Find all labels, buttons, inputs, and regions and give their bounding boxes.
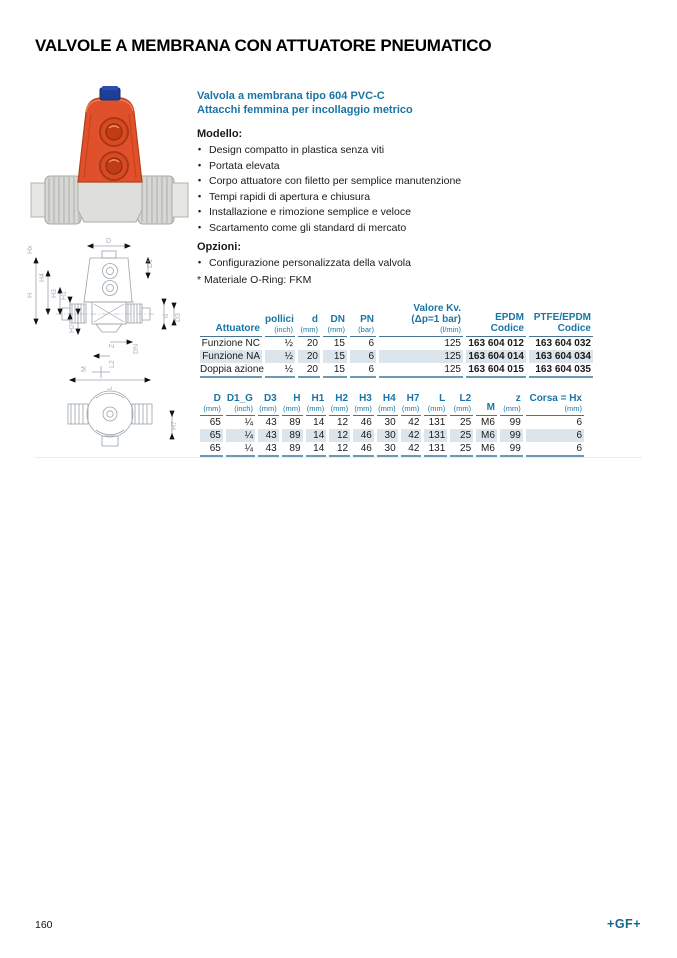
cell-dn: 15 <box>333 337 345 349</box>
cell: 14 <box>306 429 327 442</box>
pipe-right <box>172 183 188 217</box>
col-header-H2: H2 (mm) <box>329 393 350 416</box>
col-header-pollici: pollici (inch) <box>265 303 295 337</box>
model-bullet: • Design compatto in plastica senza viti <box>197 143 587 159</box>
col-header-z: z (mm) <box>500 393 523 416</box>
dim-label-D1: D1 <box>147 259 154 268</box>
air-port-lower <box>100 152 128 180</box>
cell-ptfe-code: 163 604 032 <box>535 337 591 349</box>
product-description <box>197 90 591 457</box>
cell: 65 <box>200 429 223 442</box>
dim-label-H4: H4 <box>39 273 46 282</box>
cell-attuatore: Funzione NC <box>201 337 260 349</box>
cell: 14 <box>306 442 327 457</box>
top-cap <box>100 86 120 100</box>
cell: 12 <box>336 416 349 428</box>
cell: 89 <box>289 416 301 428</box>
cell: 131 <box>424 429 447 442</box>
dim-label-H7: H7 <box>171 421 178 430</box>
model-bullet: • Installazione e rimozione semplice e veloce <box>197 205 587 221</box>
cell: 12 <box>329 429 350 442</box>
col-header-d: d (mm) <box>298 303 320 337</box>
cell: 131 <box>428 416 446 428</box>
cell-pollici: ½ <box>284 337 293 349</box>
col-header-pn: PN (bar) <box>350 303 376 337</box>
cell: 25 <box>450 429 473 442</box>
cell: 25 <box>450 442 473 457</box>
dim-label-H: H <box>27 292 34 298</box>
cell: ¼ <box>226 429 255 442</box>
dim-label-Hx: Hx <box>27 245 34 254</box>
options-bullet: • Configurazione personalizzata della valvola <box>197 256 587 272</box>
cell: 99 <box>500 442 523 457</box>
valve-photo-illustration <box>28 82 192 236</box>
dim-label-D3: D3 <box>175 313 182 322</box>
cell: 89 <box>282 442 303 457</box>
cell: 43 <box>258 429 279 442</box>
cell-d: 20 <box>306 337 318 349</box>
product-heading-line1: Valvola a membrana tipo 604 PVC-C <box>197 90 385 102</box>
table-row <box>200 442 584 457</box>
cell: 46 <box>353 429 374 442</box>
col-header-corsa: Corsa = Hx (mm) <box>526 393 584 416</box>
col-header-D: D (mm) <box>200 393 223 416</box>
air-port-upper <box>100 118 128 146</box>
valve-body <box>78 180 142 222</box>
col-header-M: M <box>476 393 497 416</box>
table-row <box>200 429 584 442</box>
col-header-ptfe: PTFE/EPDM Codice <box>529 303 593 337</box>
ordering-table-header-row <box>200 303 593 337</box>
dim-label-H3: H3 <box>51 289 58 298</box>
cell-ptfe-code: 163 604 035 <box>529 363 593 378</box>
cell: 65 <box>209 416 221 428</box>
cell: 46 <box>353 442 374 457</box>
col-header-epdm: EPDM Codice <box>466 303 526 337</box>
dimensions-table <box>197 393 587 457</box>
cell-ptfe-code: 163 604 034 <box>529 350 593 363</box>
cell: 42 <box>401 429 422 442</box>
cell: 30 <box>377 429 398 442</box>
side-view <box>62 251 150 332</box>
dim-label-D: D <box>106 238 112 245</box>
cell-dn: 15 <box>323 363 347 378</box>
cell: 89 <box>282 429 303 442</box>
cell: 42 <box>401 442 422 457</box>
cell: 99 <box>500 429 523 442</box>
cell: 30 <box>384 416 396 428</box>
cell: 131 <box>424 442 447 457</box>
cell: ¼ <box>244 416 253 428</box>
technical-drawing <box>22 238 197 453</box>
cell-epdm-code: 163 604 014 <box>466 350 526 363</box>
cell-kv: 125 <box>444 337 461 349</box>
dim-label-M: M <box>81 366 88 372</box>
model-bullet: • Tempi rapidi di apertura e chiusura <box>197 190 587 206</box>
dimensions-table-header-row <box>200 393 584 416</box>
section-divider <box>35 457 642 458</box>
dim-label-H1: H1 <box>61 291 68 300</box>
model-bullet: • Scartamento come gli standard di mercato <box>197 221 587 237</box>
cell: M6 <box>481 416 495 428</box>
cell-attuatore: Funzione NA <box>200 350 262 363</box>
dimension-labels <box>27 238 182 430</box>
col-header-H3: H3 (mm) <box>353 393 374 416</box>
union-nut-left <box>45 176 81 224</box>
dim-label-d: d <box>163 314 170 318</box>
model-bullet: • Portata elevata <box>197 159 587 175</box>
cell: 25 <box>460 416 472 428</box>
options-bullet-list <box>197 256 587 272</box>
dim-label-H2: H2 <box>69 324 76 333</box>
col-header-attuatore: Attuatore <box>200 303 262 337</box>
cell-pollici: ½ <box>265 363 295 378</box>
cell: 6 <box>526 429 584 442</box>
product-photo <box>28 82 192 236</box>
cell-kv: 125 <box>379 363 463 378</box>
dim-label-L: L <box>107 386 114 390</box>
gf-brand-logo: +GF+ <box>607 917 641 931</box>
col-header-kv: Valore Kv. (Δp=1 bar) (l/min) <box>379 303 463 337</box>
cell: 6 <box>576 416 582 428</box>
cell-d: 20 <box>298 363 320 378</box>
col-header-L: L (mm) <box>424 393 447 416</box>
dim-label-DN: DN <box>133 343 140 354</box>
cell: 30 <box>377 442 398 457</box>
cell-pn: 6 <box>368 337 374 349</box>
dimension-drawing <box>22 238 197 453</box>
dimension-lines <box>34 244 176 439</box>
cell: 43 <box>265 416 277 428</box>
cell: 6 <box>526 442 584 457</box>
page-title: VALVOLE A MEMBRANA CON ATTUATORE PNEUMATICO <box>35 36 492 55</box>
model-section-label: Modello: <box>197 128 243 140</box>
cell-attuatore: Doppia azione <box>200 363 262 378</box>
cell: 99 <box>509 416 521 428</box>
cell-d: 20 <box>298 350 320 363</box>
cell: 12 <box>329 442 350 457</box>
model-bullet: • Corpo attuatore con filetto per semplice manutenzione <box>197 174 587 190</box>
col-header-H4: H4 (mm) <box>377 393 398 416</box>
cell-epdm-code: 163 604 015 <box>466 363 526 378</box>
col-header-H: H (mm) <box>282 393 303 416</box>
cell: 14 <box>313 416 325 428</box>
cell: 42 <box>408 416 420 428</box>
col-header-D1G: D1_G (inch) <box>226 393 255 416</box>
cell-kv: 125 <box>379 350 463 363</box>
table-row <box>200 337 593 350</box>
ordering-table <box>197 303 596 378</box>
product-heading <box>197 90 587 117</box>
top-view <box>68 391 152 446</box>
cell-pollici: ½ <box>265 350 295 363</box>
cell-pn: 6 <box>350 350 376 363</box>
col-header-D3: D3 (mm) <box>258 393 279 416</box>
cell-epdm-code: 163 604 012 <box>468 337 524 349</box>
col-header-H7: H7 (mm) <box>401 393 422 416</box>
col-header-dn: DN (mm) <box>323 303 347 337</box>
table-row <box>200 416 584 429</box>
col-header-H1: H1 (mm) <box>306 393 327 416</box>
oring-footnote: * Materiale O-Ring: FKM <box>197 273 312 286</box>
cell: 65 <box>200 442 223 457</box>
table-row <box>200 363 593 378</box>
cell: M6 <box>476 442 497 457</box>
cell: M6 <box>476 429 497 442</box>
union-nut-right <box>138 176 174 224</box>
cell-pn: 6 <box>350 363 376 378</box>
page-number: 160 <box>35 919 53 931</box>
col-header-L2: L2 (mm) <box>450 393 473 416</box>
cell: ¼ <box>226 442 255 457</box>
cell: 43 <box>258 442 279 457</box>
dim-label-L2: L2 <box>109 360 116 368</box>
options-section-label: Opzioni: <box>197 241 241 253</box>
model-bullet-list <box>197 143 587 236</box>
product-heading-line2: Attacchi femmina per incollaggio metrico <box>197 103 413 116</box>
cell: 46 <box>360 416 372 428</box>
table-row <box>200 350 593 363</box>
dim-label-Z: Z <box>109 343 116 348</box>
cell-dn: 15 <box>323 350 347 363</box>
